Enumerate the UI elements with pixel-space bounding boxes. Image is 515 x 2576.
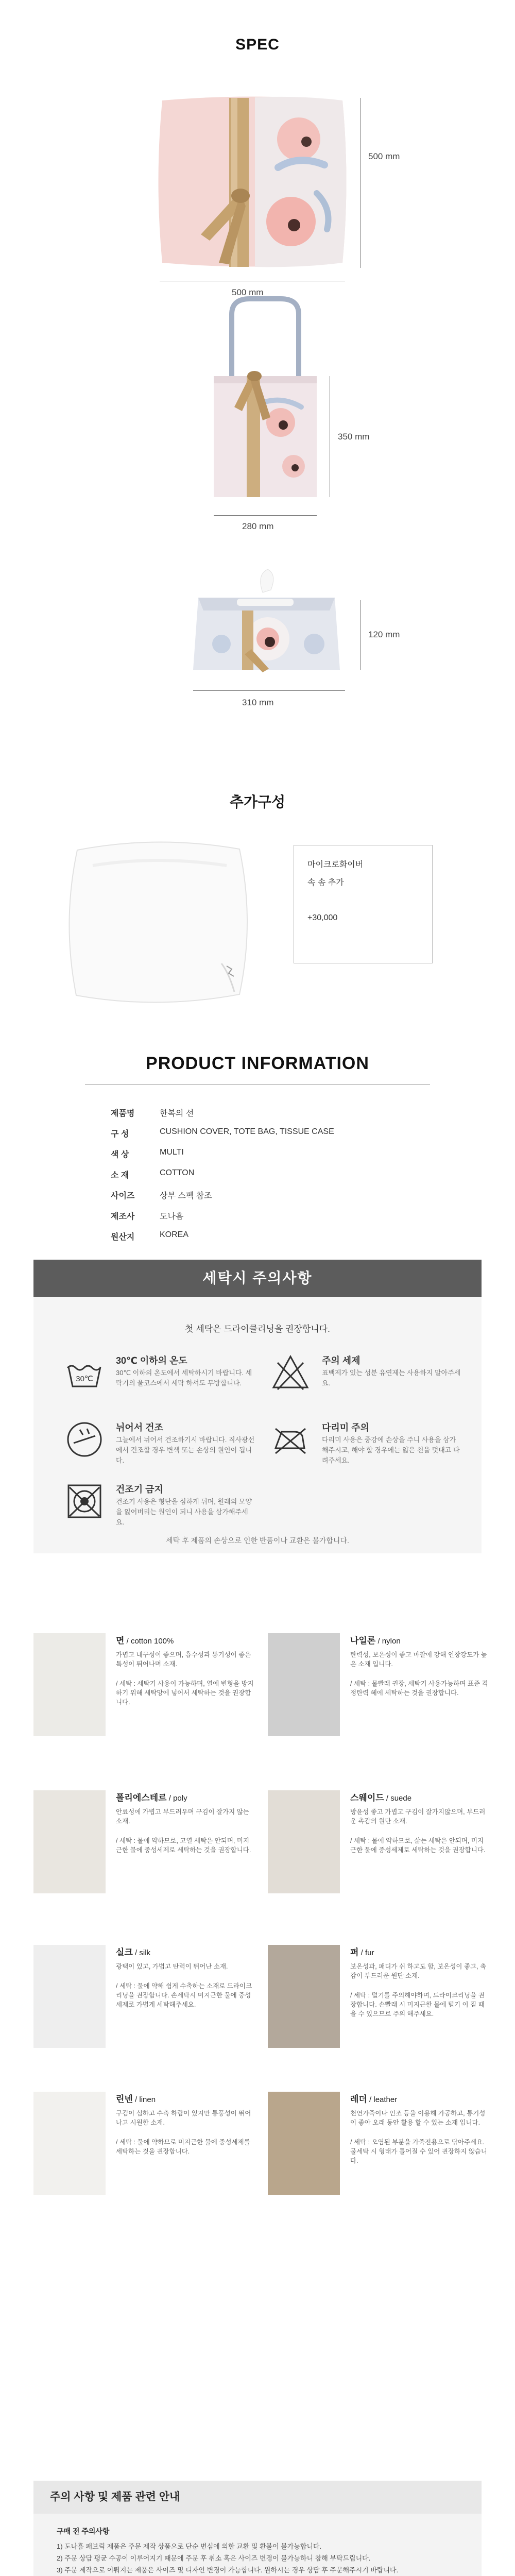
fabric-desc: 안료성에 가볍고 부드러우며 구김이 잘가지 않는 소재.	[116, 1808, 249, 1825]
fabric-name: 실크	[116, 1947, 133, 1957]
tissue-height-line	[360, 600, 361, 670]
fabric-swatch	[33, 2092, 106, 2195]
fabric-name: 면	[116, 1636, 125, 1646]
care-text: 표백제가 있는 성분 유연제는 사용하지 말아주세요.	[322, 1369, 461, 1387]
tote-width-line	[214, 515, 317, 516]
fabric-name: 퍼	[350, 1947, 359, 1957]
info-label: 제조사	[111, 1212, 135, 1221]
extra-item-price: +30,000	[307, 913, 338, 922]
cushion-height-label: 500 mm	[368, 151, 400, 161]
notice-title: 주의 사항 및 제품 관련 안내	[33, 2481, 482, 2514]
fabric-item-poly: 폴리에스테르 / poly 안료성에 가볍고 부드러우며 구김이 잘가지 않는 소재. / 세탁 : 물에 약하므로, 고열 세탁은 안되며, 미지근한 물에 중성세제로 세탁하는 것을 권장합니다.	[33, 1790, 255, 1899]
fabric-caution: / 세탁 : 물에 약해 쉽게 수축하는 소재로 드라이크리닝을 권장합니다. 손세탁시 미지근한 물에 중성세제로 가볍게 세탁해주세요.	[116, 1982, 252, 2008]
fabric-item-silk: 실크 / silk 광택이 있고, 가볍고 탄력이 뛰어난 소재. / 세탁 : 물에 약해 쉽게 수축하는 소재로 드라이크리닝을 권장합니다. 손세탁시 미지근한 물에 중성세제로 가볍게 세탁해주세요.	[33, 1945, 255, 2053]
fabric-caution: / 세탁 : 물에 약하므로, 삶는 세탁은 안되며, 미지근한 물에 중성세제로 세탁하는 것을 권장합니다.	[350, 1837, 486, 1854]
care-title: 30℃ 이하의 온도	[116, 1355, 187, 1366]
extra-item-desc: 속 솜 추가	[307, 878, 344, 887]
fabric-name: 스웨이드	[350, 1793, 384, 1803]
notice-section	[33, 2481, 482, 2576]
fabric-desc: 방윤성 좋고 가볍고 구김이 잘가지않으며, 부드러운 촉감의 원단 소재.	[350, 1808, 486, 1825]
no-iron-icon	[270, 1419, 311, 1460]
cushion-width-label: 500 mm	[232, 287, 264, 297]
tote-bag-image	[203, 294, 327, 500]
product-info-title: PRODUCT INFORMATION	[146, 1054, 369, 1073]
fabric-sub: nylon	[382, 1637, 401, 1646]
no-bleach-icon	[270, 1352, 311, 1393]
fabric-swatch	[33, 1633, 106, 1736]
fabric-swatch	[268, 2092, 340, 2195]
notice-heading: 구매 전 주의사항	[57, 2527, 110, 2535]
fabric-desc: 탄력성, 보온성이 좋고 마찰에 강해 인장강도가 높은 소재 입니다.	[350, 1651, 487, 1668]
care-text: 30℃ 이하의 온도에서 세탁하시기 바랍니다. 세탁기의 울코스에서 세탁 하셔도 무방합니다.	[116, 1369, 252, 1387]
tissue-height-label: 120 mm	[368, 630, 400, 639]
fabric-name: 레더	[350, 2094, 367, 2104]
info-label: 사이즈	[111, 1192, 135, 1200]
svg-text:30℃: 30℃	[76, 1375, 93, 1383]
wash-care-intro: 첫 세탁은 드라이클리닝을 권장합니다.	[185, 1324, 330, 1334]
fabric-swatch	[268, 1790, 340, 1893]
care-item-detergent	[270, 1352, 466, 1404]
notice-line: 1) 도나흠 패브릭 제품은 주문 제작 상품으로 단순 변심에 의한 교환 및 환불이 불가능합니다.	[57, 2543, 322, 2550]
care-text: 다리미 사용은 중강에 손상을 주니 사용을 삼가해주시고, 해야 할 경우에는 얇은 천을 덧대고 다려주세요.	[322, 1436, 460, 1464]
fabric-caution: / 세탁 : 세탁기 사용이 가능하며, 열에 변형을 방지하기 위해 세탁망에 넣어서 세탁하는 것을 권장합니다.	[116, 1680, 254, 1706]
no-tumble-dry-icon	[64, 1481, 105, 1521]
care-text: 건조기 사용은 형단을 심하게 뒤며, 원래의 모양을 잃어버리는 원인이 되니 사용을 삼가해주세요.	[116, 1498, 252, 1526]
fabric-caution: / 세탁 : 물에 약하므로 미지근한 물에 중성세제를 세탁하는 것을 권장합니다.	[116, 2139, 250, 2155]
care-title: 다리미 주의	[322, 1422, 369, 1433]
care-item-wash-temp	[64, 1352, 260, 1404]
fabric-desc: 가볍고 내구성이 좋으며, 흡수성과 통기성이 좋은 특성이 뛰어나며 소재.	[116, 1651, 251, 1668]
info-value: 한복의 선	[160, 1109, 194, 1118]
fabric-item-nylon: 나일론 / nylon 탄력성, 보온성이 좋고 마찰에 강해 인장강도가 높은 소재 입니다. / 세탁 : 물빨래 권장, 세탁기 사용가능하며 표준 격정탄력 헤에 세탁하는 것을 권장합니다.	[268, 1633, 489, 1741]
care-title: 건조기 금지	[116, 1484, 163, 1495]
tissue-case-image	[185, 567, 350, 680]
fabric-swatch	[268, 1633, 340, 1736]
fabric-caution: / 세탁 : 털기를 주의해야하며, 드라이크리닝을 권장합니다. 손빨래 시 미지근한 물에 털기 이 짙 때 을 수 있으므로 주의 해주세요.	[350, 1992, 485, 2018]
info-value: CUSHION COVER, TOTE BAG, TISSUE CASE	[160, 1127, 334, 1136]
fabric-caution: / 세탁 : 물빨래 권장, 세탁기 사용가능하며 표준 격정탄력 헤에 세탁하는 것을 권장합니다.	[350, 1680, 488, 1697]
notice-line: 2) 주문 상담 평균 수공이 이루어지기 때문에 주문 후 취소 혹은 사이즈 변경이 불가능하니 참해 부탁드립니다.	[57, 2554, 371, 2562]
fabric-swatch	[33, 1790, 106, 1893]
wash-care-title: 세탁시 주의사항	[33, 1260, 482, 1297]
cushion-image	[152, 90, 353, 273]
notice-line: 3) 주문 제작으로 이뤄지는 제품은 사이즈 및 디자인 변경이 가능합니다. 원하시는 경우 상담 후 주문해주시기 바랍니다.	[57, 2566, 399, 2574]
tote-height-label: 350 mm	[338, 432, 370, 442]
fabric-item-cotton: 면 / cotton 100% 가볍고 내구성이 좋으며, 흡수성과 통기성이 좋은 특성이 뛰어나며 소재. / 세탁 : 세탁기 사용이 가능하며, 열에 변형을 방지하기 위해 세탁망에 넣어서 세탁하는 것을 권장합니다.	[33, 1633, 255, 1741]
fabric-swatch	[33, 1945, 106, 2048]
fabric-item-linen: 린넨 / linen 구김이 심하고 수축 하람이 있지만 통풍성이 뛰어나고 시원한 소재. / 세탁 : 물에 약하므로 미지근한 물에 중성세제를 세탁하는 것을 권장합니다.	[33, 2092, 255, 2200]
info-value: 상부 스펙 참조	[160, 1192, 212, 1200]
tissue-width-line	[193, 690, 345, 691]
dry-flat-icon	[64, 1419, 105, 1460]
fabric-swatch	[268, 1945, 340, 2048]
cushion-height-line	[360, 98, 361, 268]
info-value: KOREA	[160, 1230, 189, 1239]
pillow-insert-image	[62, 835, 252, 1010]
tote-width-label: 280 mm	[242, 521, 274, 531]
info-label: 색 상	[111, 1150, 129, 1159]
extra-option-box[interactable]	[294, 845, 433, 963]
fabric-desc: 광택이 있고, 가볍고 탄력이 뛰어난 소재.	[116, 1963, 228, 1970]
fabric-sub: poly	[173, 1794, 187, 1803]
fabric-name: 린넨	[116, 2094, 133, 2104]
extra-item-name: 마이크로화이버	[307, 860, 364, 869]
fabric-sub: suede	[390, 1794, 412, 1803]
info-label: 원산지	[111, 1233, 135, 1242]
fabric-name: 나일론	[350, 1636, 376, 1646]
fabric-desc: 구김이 심하고 수축 하람이 있지만 통풍성이 뛰어나고 시원한 소재.	[116, 2110, 251, 2126]
wash-care-section	[33, 1260, 482, 1553]
fabric-desc: 천연가죽이나 인조 등을 이용해 가공하고, 통기성이 좋아 오래 동안 활용 할 수 있는 소재 입니다.	[350, 2110, 486, 2126]
info-label: 소 재	[111, 1171, 129, 1180]
fabric-name: 폴리에스테르	[116, 1793, 167, 1803]
fabric-sub: leather	[373, 2095, 398, 2104]
fabric-sub: silk	[139, 1948, 151, 1957]
spec-title: SPEC	[235, 36, 280, 53]
care-item-no-tumble	[64, 1481, 260, 1533]
fabric-item-suede: 스웨이드 / suede 방윤성 좋고 가볍고 구김이 잘가지않으며, 부드러운 촉감의 원단 소재. / 세탁 : 물에 약하므로, 삶는 세탁은 안되며, 미지근한 물에 중성세제로 세탁하는 것을 권장합니다.	[268, 1790, 489, 1899]
fabric-caution: / 세탁 : 오염된 부분을 가죽전용으로 닦아주세요. 물세탁 시 형태가 틀어질 수 있어 권장하지 않습니다.	[350, 2139, 487, 2164]
wash-care-footer: 세탁 후 제품의 손상으로 인한 반품이나 교환은 불가합니다.	[166, 1536, 349, 1545]
tissue-width-label: 310 mm	[242, 698, 274, 707]
care-text: 그늘에서 뉘어서 건조하기시 바랍니다. 직사광선에서 건조할 경우 변색 또는 손상의 원인이 됩니다.	[116, 1436, 255, 1464]
wash-30-icon	[64, 1352, 105, 1393]
care-item-dry-flat	[64, 1419, 260, 1471]
fabric-caution: / 세탁 : 물에 약하므로, 고열 세탁은 안되며, 미지근한 물에 중성세제로 세탁하는 것을 권장합니다.	[116, 1837, 251, 1854]
care-item-iron	[270, 1419, 466, 1471]
info-label: 구 성	[111, 1130, 129, 1139]
notice-purchase	[57, 2526, 469, 2576]
fabric-desc: 보온성과, 패디가 쉬 하고도 함, 보온성이 좋고, 촉감이 부드러운 원단 소재.	[350, 1963, 487, 1979]
fabric-item-leather: 레더 / leather 천연가죽이나 인조 등을 이용해 가공하고, 통기성이 좋아 오래 동안 활용 할 수 있는 소재 입니다. / 세탁 : 오염된 부분을 가죽전용으로 닦아주세요. 물세탁 시 형태가 틀어질 수 있어 권장하지 않습니다.	[268, 2092, 489, 2200]
fabric-sub: fur	[365, 1948, 374, 1957]
fabric-sub: linen	[139, 2095, 156, 2104]
info-value: COTTON	[160, 1168, 195, 1177]
info-label: 제품명	[111, 1109, 135, 1118]
care-title: 뉘어서 건조	[116, 1422, 163, 1433]
product-info-divider	[85, 1084, 430, 1085]
extra-section-title: 추가구성	[229, 794, 286, 810]
care-title: 주의 세제	[322, 1355, 360, 1366]
info-value: MULTI	[160, 1148, 184, 1157]
info-value: 도나흠	[160, 1212, 184, 1221]
fabric-item-fur: 퍼 / fur 보온성과, 패디가 쉬 하고도 함, 보온성이 좋고, 촉감이 부드러운 원단 소재. / 세탁 : 털기를 주의해야하며, 드라이크리닝을 권장합니다. 손빨래 시 미지근한 물에 털기 이 짙 때 을 수 있으므로 주의 해주세요.	[268, 1945, 489, 2053]
fabric-sub: cotton 100%	[130, 1637, 174, 1646]
